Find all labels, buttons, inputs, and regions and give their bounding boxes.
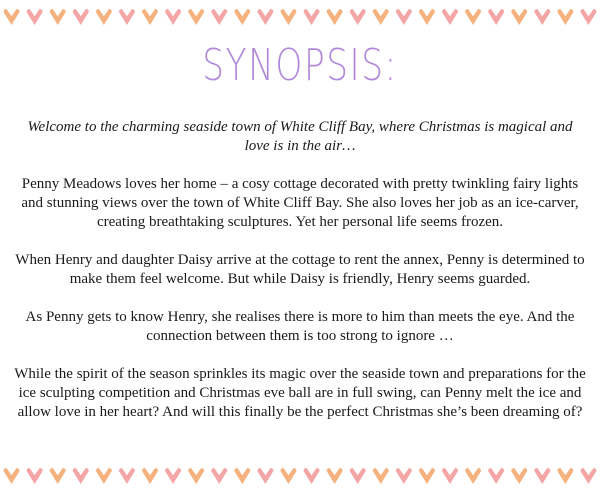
heart-icon	[488, 9, 504, 25]
heart-icon	[557, 9, 573, 25]
heart-icon	[257, 9, 273, 25]
heart-icon	[211, 9, 227, 25]
heart-icon	[73, 9, 89, 25]
heart-icon	[396, 468, 412, 484]
heart-icon	[327, 468, 343, 484]
heart-icon	[234, 9, 250, 25]
heart-icon	[27, 468, 43, 484]
heart-icon	[419, 9, 435, 25]
heart-icon	[96, 9, 112, 25]
heart-icon	[442, 9, 458, 25]
heart-border-bottom	[0, 464, 600, 488]
heart-icon	[257, 468, 273, 484]
heart-icon	[511, 9, 527, 25]
heart-icon	[27, 9, 43, 25]
heart-icon	[396, 9, 412, 25]
heart-icon	[304, 9, 320, 25]
heart-icon	[4, 9, 20, 25]
synopsis-paragraph-2: When Henry and daughter Daisy arrive at the cottage to rent the annex, Penny is determined to make them feel welcome. But while Daisy is friendly, Henry seems guarded.	[15, 252, 585, 287]
heart-icon	[350, 9, 366, 25]
heart-icon	[50, 9, 66, 25]
heart-icon	[280, 468, 296, 484]
synopsis-paragraph-1: Penny Meadows loves her home – a cosy cottage decorated with pretty twinkling fairy lights and stunning views over the town of White Cliff Bay. She also loves her job as an ice-carver, creating breathtaking sculptures. Yet her personal life seems frozen.	[21, 176, 579, 230]
heart-icon	[165, 468, 181, 484]
synopsis-body	[14, 118, 586, 422]
heart-icon	[419, 468, 435, 484]
heart-icon	[557, 468, 573, 484]
heart-icon	[580, 468, 596, 484]
heart-icon	[73, 468, 89, 484]
heart-icon	[4, 468, 20, 484]
heart-icon	[350, 468, 366, 484]
heart-icon	[188, 468, 204, 484]
heart-icon	[511, 468, 527, 484]
heart-icon	[211, 468, 227, 484]
page-title: SYNOPSIS:	[202, 40, 398, 91]
heart-icon	[188, 9, 204, 25]
heart-icon	[327, 9, 343, 25]
heart-icon	[142, 468, 158, 484]
synopsis-intro: Welcome to the charming seaside town of White Cliff Bay, where Christmas is magical and love is in the air…	[27, 119, 573, 154]
heart-icon	[373, 9, 389, 25]
heart-icon	[580, 9, 596, 25]
heart-icon	[488, 468, 504, 484]
heart-icon	[280, 9, 296, 25]
heart-icon	[373, 468, 389, 484]
heart-icon	[50, 468, 66, 484]
heart-icon	[234, 468, 250, 484]
heart-icon	[442, 468, 458, 484]
heart-icon	[165, 9, 181, 25]
heart-icon	[465, 9, 481, 25]
heart-icon	[119, 468, 135, 484]
heart-border-icon	[0, 464, 600, 488]
synopsis-paragraph-4: While the spirit of the season sprinkles its magic over the seaside town and preparations for the ice sculpting competition and Christmas eve ball are in full swing, can Penny melt the ice and allow love in her heart? And will this finally be the perfect Christmas she’s been dreaming of?	[14, 366, 586, 420]
heart-icon	[142, 9, 158, 25]
heart-icon	[534, 468, 550, 484]
heart-border-top	[0, 5, 600, 29]
synopsis-paragraph-3: As Penny gets to know Henry, she realises there is more to him than meets the eye. And the connection between them is too strong to ignore …	[25, 309, 575, 344]
heart-icon	[465, 468, 481, 484]
heart-icon	[534, 9, 550, 25]
heart-icon	[96, 468, 112, 484]
heart-icon	[119, 9, 135, 25]
heart-icon	[304, 468, 320, 484]
heart-border-icon	[0, 5, 600, 29]
